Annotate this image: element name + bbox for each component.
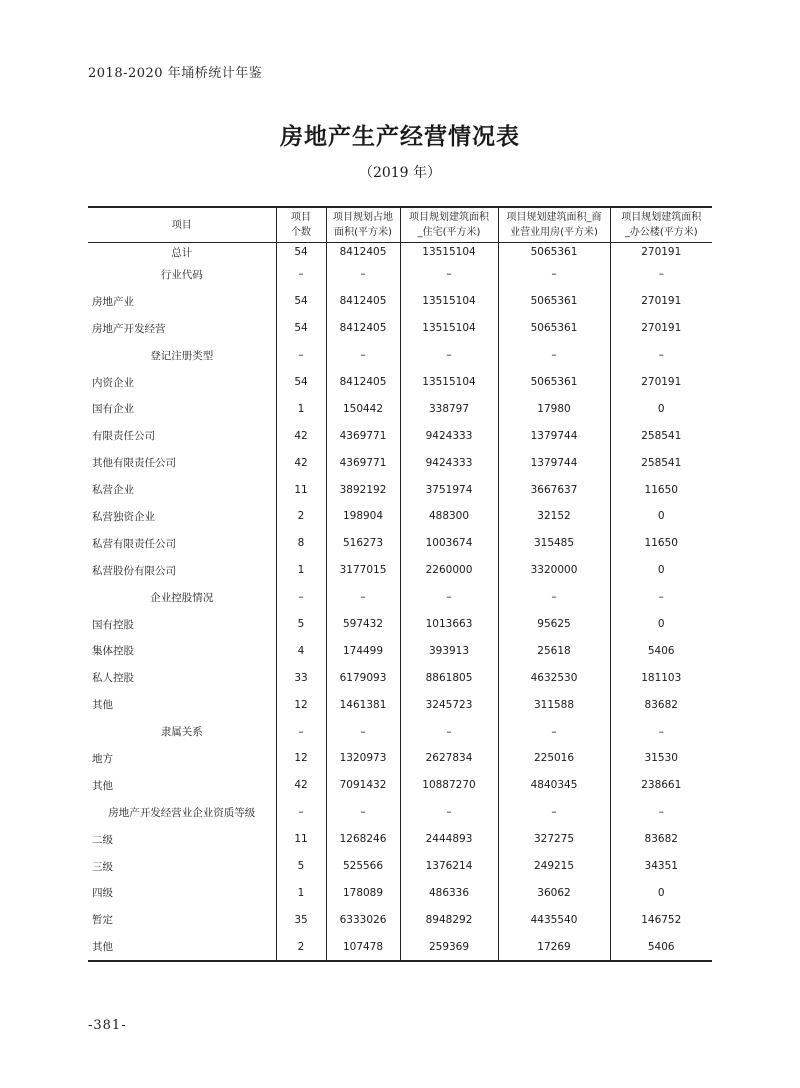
value-cell: – <box>610 718 712 745</box>
value-cell: 0 <box>610 557 712 584</box>
value-cell: 5065361 <box>498 369 610 396</box>
value-cell: – <box>498 718 610 745</box>
value-cell: 338797 <box>400 395 498 422</box>
value-cell: 12 <box>276 745 326 772</box>
value-cell: 5406 <box>610 933 712 961</box>
table-row <box>88 691 712 718</box>
value-cell: 42 <box>276 449 326 476</box>
value-cell: 13515104 <box>400 315 498 342</box>
table-row <box>88 933 712 961</box>
value-cell: – <box>400 342 498 369</box>
value-cell: – <box>498 261 610 288</box>
value-cell: 11 <box>276 826 326 853</box>
table-row <box>88 503 712 530</box>
value-cell: 1003674 <box>400 530 498 557</box>
value-cell: – <box>400 799 498 826</box>
value-cell: 270191 <box>610 369 712 396</box>
table-row <box>88 261 712 288</box>
value-cell: 0 <box>610 879 712 906</box>
value-cell: 33 <box>276 664 326 691</box>
table-row <box>88 395 712 422</box>
value-cell: 516273 <box>326 530 400 557</box>
row-label-cell: 国有控股 <box>92 618 134 631</box>
value-cell: – <box>498 342 610 369</box>
table-row <box>88 342 712 369</box>
table-row <box>88 799 712 826</box>
value-cell: 54 <box>276 369 326 396</box>
value-cell: 3667637 <box>498 476 610 503</box>
value-cell: 225016 <box>498 745 610 772</box>
value-cell: 31530 <box>610 745 712 772</box>
value-cell: 11650 <box>610 530 712 557</box>
value-cell: – <box>326 718 400 745</box>
value-cell: 3320000 <box>498 557 610 584</box>
value-cell: 95625 <box>498 611 610 638</box>
value-cell: 5406 <box>610 637 712 664</box>
value-cell: 5065361 <box>498 243 610 262</box>
value-cell: – <box>276 584 326 611</box>
value-cell: 327275 <box>498 826 610 853</box>
row-label-cell: 暂定 <box>92 914 113 927</box>
value-cell: 249215 <box>498 853 610 880</box>
value-cell: – <box>326 261 400 288</box>
row-label-cell: 私营独资企业 <box>92 510 155 523</box>
section-heading-cell: 登记注册类型 <box>150 349 214 362</box>
table-row <box>88 288 712 315</box>
value-cell: 4632530 <box>498 664 610 691</box>
value-cell: 1 <box>276 395 326 422</box>
value-cell: 36062 <box>498 879 610 906</box>
value-cell: 17269 <box>498 933 610 961</box>
value-cell: 4 <box>276 637 326 664</box>
value-cell: 2 <box>276 933 326 961</box>
section-heading-cell: 隶属关系 <box>160 726 203 739</box>
row-label-cell: 四级 <box>92 887 113 900</box>
value-cell: 7091432 <box>326 772 400 799</box>
value-cell: 488300 <box>400 503 498 530</box>
value-cell: 8412405 <box>326 288 400 315</box>
value-cell: – <box>400 718 498 745</box>
value-cell: 17980 <box>498 395 610 422</box>
value-cell: 83682 <box>610 826 712 853</box>
table-row <box>88 243 712 262</box>
row-label-cell: 房地产开发经营 <box>92 322 166 335</box>
value-cell: 9424333 <box>400 449 498 476</box>
row-label-cell: 私营股份有限公司 <box>92 564 176 577</box>
table-body <box>88 243 712 962</box>
value-cell: 3245723 <box>400 691 498 718</box>
value-cell: – <box>498 799 610 826</box>
value-cell: 0 <box>610 503 712 530</box>
value-cell: 0 <box>610 395 712 422</box>
page-number: -381- <box>88 1018 127 1033</box>
value-cell: 54 <box>276 243 326 262</box>
value-cell: 54 <box>276 315 326 342</box>
page-subtitle: （2019 年） <box>358 165 442 181</box>
page-title: 房地产生产经营情况表 <box>280 123 520 150</box>
value-cell: 5065361 <box>498 315 610 342</box>
value-cell: – <box>610 261 712 288</box>
row-label-cell: 内资企业 <box>92 376 134 389</box>
row-label-cell: 房地产业 <box>92 295 134 308</box>
table-row <box>88 637 712 664</box>
section-heading-cell: 行业代码 <box>160 268 203 281</box>
table-row <box>88 449 712 476</box>
column-header: 项目规划占地 面积(平方米) <box>326 207 400 243</box>
value-cell: 8948292 <box>400 906 498 933</box>
row-label-cell: 三级 <box>92 860 113 873</box>
table-row <box>88 530 712 557</box>
table-row <box>88 476 712 503</box>
value-cell: – <box>326 799 400 826</box>
running-head: 2018-2020 年埇桥统计年鉴 <box>88 66 263 81</box>
value-cell: 1268246 <box>326 826 400 853</box>
value-cell: – <box>326 342 400 369</box>
table-row <box>88 879 712 906</box>
value-cell: 1379744 <box>498 449 610 476</box>
value-cell: 8 <box>276 530 326 557</box>
section-heading-cell: 总计 <box>171 246 193 259</box>
section-heading-cell: 房地产开发经营业企业资质等级 <box>108 806 256 819</box>
value-cell: 1379744 <box>498 422 610 449</box>
value-cell: – <box>610 584 712 611</box>
row-label-cell: 国有企业 <box>92 403 134 416</box>
value-cell: 311588 <box>498 691 610 718</box>
column-header: 项目 个数 <box>276 207 326 243</box>
table-row <box>88 584 712 611</box>
value-cell: 54 <box>276 288 326 315</box>
value-cell: 8861805 <box>400 664 498 691</box>
value-cell: – <box>276 718 326 745</box>
table-row <box>88 664 712 691</box>
value-cell: 1 <box>276 557 326 584</box>
value-cell: – <box>276 799 326 826</box>
value-cell: 238661 <box>610 772 712 799</box>
row-label-cell: 集体控股 <box>92 645 134 658</box>
value-cell: 35 <box>276 906 326 933</box>
value-cell: 486336 <box>400 879 498 906</box>
value-cell: 1461381 <box>326 691 400 718</box>
column-header: 项目 <box>88 207 276 243</box>
column-header: 项目规划建筑面积 _办公楼(平方米) <box>610 207 712 243</box>
value-cell: 13515104 <box>400 369 498 396</box>
value-cell: 32152 <box>498 503 610 530</box>
value-cell: 9424333 <box>400 422 498 449</box>
value-cell: 4369771 <box>326 422 400 449</box>
value-cell: – <box>400 584 498 611</box>
value-cell: – <box>276 261 326 288</box>
table-header-row <box>88 207 712 243</box>
value-cell: – <box>498 584 610 611</box>
value-cell: 107478 <box>326 933 400 961</box>
value-cell: 4435540 <box>498 906 610 933</box>
value-cell: 5 <box>276 611 326 638</box>
value-cell: 146752 <box>610 906 712 933</box>
value-cell: 393913 <box>400 637 498 664</box>
table-row <box>88 853 712 880</box>
value-cell: 1013663 <box>400 611 498 638</box>
table-row <box>88 826 712 853</box>
value-cell: 259369 <box>400 933 498 961</box>
value-cell: 181103 <box>610 664 712 691</box>
value-cell: 12 <box>276 691 326 718</box>
value-cell: 83682 <box>610 691 712 718</box>
row-label-cell: 二级 <box>92 833 113 846</box>
value-cell: – <box>610 342 712 369</box>
value-cell: 6179093 <box>326 664 400 691</box>
table-row <box>88 315 712 342</box>
value-cell: 198904 <box>326 503 400 530</box>
value-cell: 1320973 <box>326 745 400 772</box>
value-cell: 2260000 <box>400 557 498 584</box>
column-header: 项目规划建筑面积 _住宅(平方米) <box>400 207 498 243</box>
value-cell: – <box>610 799 712 826</box>
column-header: 项目规划建筑面积_商 业营业用房(平方米) <box>498 207 610 243</box>
table-row <box>88 745 712 772</box>
value-cell: 5065361 <box>498 288 610 315</box>
value-cell: 178089 <box>326 879 400 906</box>
statistics-table <box>88 206 712 962</box>
value-cell: 0 <box>610 611 712 638</box>
value-cell: – <box>326 584 400 611</box>
table-row <box>88 369 712 396</box>
value-cell: 25618 <box>498 637 610 664</box>
value-cell: 34351 <box>610 853 712 880</box>
value-cell: 3892192 <box>326 476 400 503</box>
value-cell: 174499 <box>326 637 400 664</box>
section-heading-cell: 企业控股情况 <box>150 591 214 604</box>
table-row <box>88 611 712 638</box>
value-cell: 270191 <box>610 243 712 262</box>
value-cell: 2444893 <box>400 826 498 853</box>
value-cell: 597432 <box>326 611 400 638</box>
value-cell: 3751974 <box>400 476 498 503</box>
value-cell: 11650 <box>610 476 712 503</box>
row-label-cell: 地方 <box>92 752 113 765</box>
value-cell: 2 <box>276 503 326 530</box>
value-cell: 3177015 <box>326 557 400 584</box>
value-cell: 5 <box>276 853 326 880</box>
row-label-cell: 私人控股 <box>92 672 134 685</box>
value-cell: 4840345 <box>498 772 610 799</box>
table-row <box>88 422 712 449</box>
table-row <box>88 772 712 799</box>
value-cell: 315485 <box>498 530 610 557</box>
table-row <box>88 718 712 745</box>
row-label-cell: 有限责任公司 <box>92 430 155 443</box>
row-label-cell: 其他 <box>92 699 113 712</box>
row-label-cell: 其他 <box>92 779 113 792</box>
value-cell: – <box>400 261 498 288</box>
value-cell: 13515104 <box>400 243 498 262</box>
row-label-cell: 其他 <box>88 933 276 961</box>
value-cell: 270191 <box>610 288 712 315</box>
value-cell: 11 <box>276 476 326 503</box>
value-cell: 525566 <box>326 853 400 880</box>
value-cell: 13515104 <box>400 288 498 315</box>
value-cell: 8412405 <box>326 243 400 262</box>
value-cell: 1376214 <box>400 853 498 880</box>
table-row <box>88 906 712 933</box>
value-cell: 8412405 <box>326 315 400 342</box>
value-cell: 258541 <box>610 422 712 449</box>
value-cell: – <box>276 342 326 369</box>
value-cell: 6333026 <box>326 906 400 933</box>
row-label-cell: 私营企业 <box>92 484 134 497</box>
value-cell: 8412405 <box>326 369 400 396</box>
value-cell: 4369771 <box>326 449 400 476</box>
row-label-cell: 私营有限责任公司 <box>92 537 176 550</box>
value-cell: 10887270 <box>400 772 498 799</box>
table-row <box>88 557 712 584</box>
value-cell: 1 <box>276 879 326 906</box>
value-cell: 2627834 <box>400 745 498 772</box>
row-label-cell: 其他有限责任公司 <box>92 457 176 470</box>
value-cell: 150442 <box>326 395 400 422</box>
value-cell: 42 <box>276 422 326 449</box>
value-cell: 42 <box>276 772 326 799</box>
value-cell: 258541 <box>610 449 712 476</box>
value-cell: 270191 <box>610 315 712 342</box>
